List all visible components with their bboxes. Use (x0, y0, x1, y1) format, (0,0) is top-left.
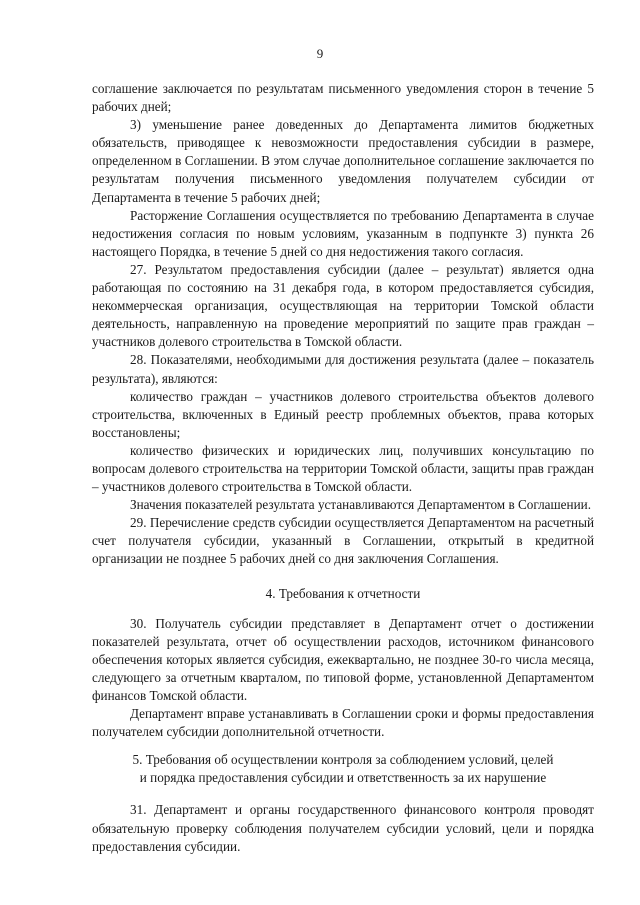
paragraph: Значения показателей результата устанавливаются Департаментом в Соглашении. (130, 497, 592, 513)
section-heading-line: и порядка предоставления субсидии и ответственность за их нарушение (139, 770, 547, 786)
document-body (92, 80, 594, 856)
paragraph: соглашение заключается по результатам письменного уведомления сторон в течение 5 рабочих дней; (92, 81, 594, 115)
paragraph: количество физических и юридических лиц, получивших консультацию по вопросам долевого строительства на территории Томской области, защиты прав граждан – участников долевого строительства в Томской области. (92, 442, 594, 495)
page-number: 9 (316, 46, 324, 61)
paragraph: Департамент вправе устанавливать в Соглашении сроки и формы предоставления получателем субсидии дополнительной отчетности. (92, 706, 594, 740)
paragraph: Расторжение Соглашения осуществляется по требованию Департамента в случае недостижения согласия по новым условиям, указанным в подпункте 3) пункта 26 настоящего Порядка, в течение 5 дней со дня недостижения такого согласия. (92, 207, 594, 259)
paragraph: 29. Перечисление средств субсидии осуществляется Департаментом на расчетный счет получателя субсидии, указанный в Соглашении, открытый в кредитной организации не позднее 5 рабочих дней со дня заключения Соглашения. (92, 515, 594, 567)
paragraph: 3) уменьшение ранее доведенных до Департамента лимитов бюджетных обязательств, приводящее к невозможности предоставления субсидии в размере, определенном в Соглашении. В этом случае дополнительное соглашение заключается по результатам получения письменного уведомления получателем субсидии от Департамента в течение 5 рабочих дней; (92, 117, 594, 205)
paragraph: 30. Получатель субсидии представляет в Департамент отчет о достижении показателей результата, отчет об осуществлении расходов, источником финансового обеспечения которых является субсидия, ежеквартально, не позднее 30-го числа месяца, следующего за отчетным кварталом, по типовой форме, установленной Департаментом финансов Томской области. (92, 615, 594, 703)
paragraph: 28. Показателями, необходимыми для достижения результата (далее – показатель результата), являются: (92, 352, 594, 386)
paragraph: количество граждан – участников долевого строительства объектов долевого строительства, включенных в Единый реестр проблемных объектов, права которых восстановлены; (92, 388, 594, 440)
paragraph: 27. Результатом предоставления субсидии (далее – результат) является одна работающая по состоянию на 31 декабря года, в котором предоставляется субсидия, некоммерческая организация, осуществляющая на территории Томской области деятельность, направленную на проведение мероприятий по защите прав граждан – участников долевого строительства в Томской области. (92, 261, 594, 350)
section-heading: 4. Требования к отчетности (265, 585, 421, 601)
paragraph: 31. Департамент и органы государственного финансового контроля проводят обязательную проверку соблюдения получателем субсидии условий, цели и порядка предоставления субсидии. (92, 802, 594, 854)
section-heading (92, 751, 594, 787)
section-heading-line: 5. Требования об осуществлении контроля за соблюдением условий, целей (132, 752, 554, 768)
